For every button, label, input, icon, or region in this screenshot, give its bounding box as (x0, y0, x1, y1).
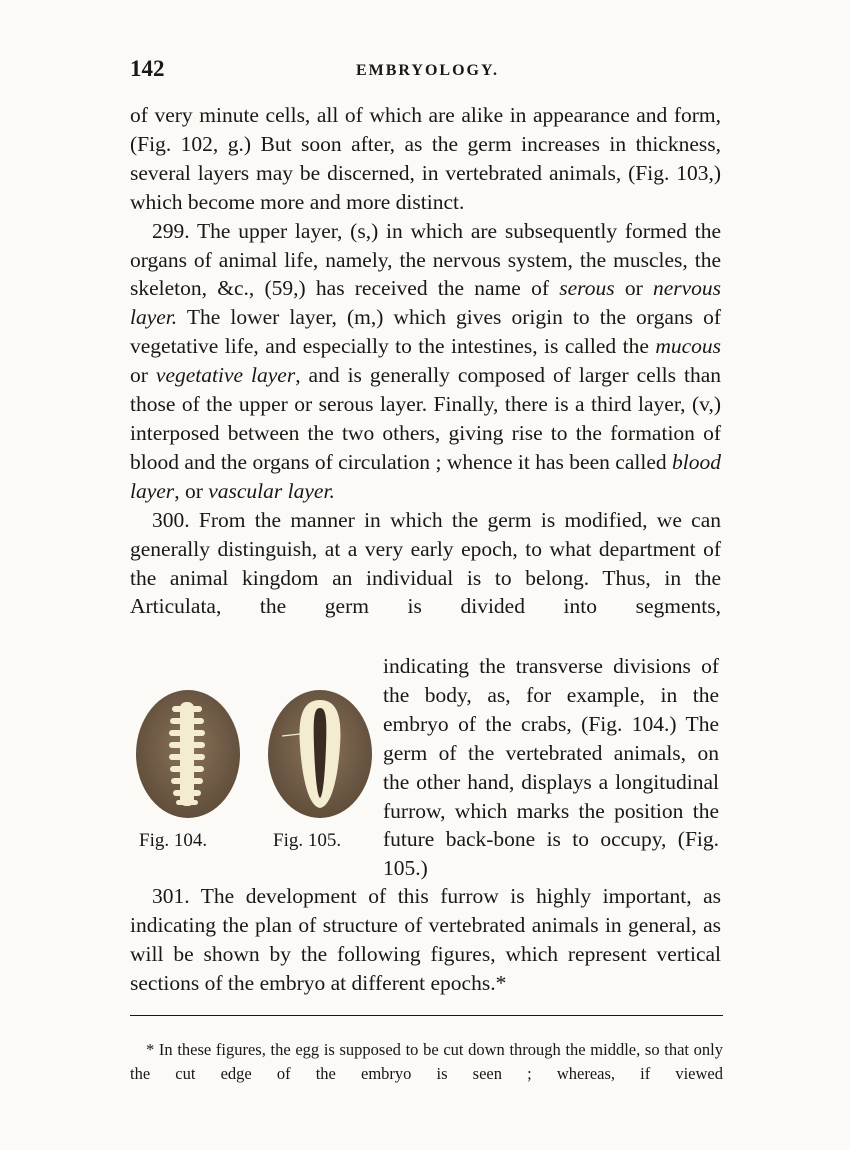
text-run: The lower layer, (m,) which gives origin to the organs of vegetative life, and especially to the intestines, is called the (130, 305, 721, 359)
running-head: EMBRYOLOGY. (355, 62, 500, 79)
paragraph-number: 301. (152, 884, 190, 908)
italic-term: blood layer (130, 449, 722, 503)
footnote-rule (130, 1015, 723, 1016)
figure-105 (266, 688, 374, 820)
lower-text-block (130, 882, 721, 998)
paragraph-300-start (130, 506, 721, 622)
paragraph-299 (130, 217, 721, 506)
furrowed-germ-icon (266, 688, 374, 820)
text-run: The upper layer, (s,) in which are subsequently formed the organs of animal life, namely, the nervous system, the muscles, the skeleton, &c., (59,) has received the name of (130, 218, 721, 301)
text-run: or (624, 276, 643, 301)
figure-104-caption: Fig. 104. (139, 830, 208, 851)
italic-term: serous (559, 276, 615, 301)
footnote-text: * In these figures, the egg is supposed to be cut down through the middle, so that only the cut edge of the embryo is seen ; whereas, if viewed (130, 1040, 723, 1083)
text-run: The development of this furrow is highly important, as indicating the plan of structure of vertebrated animals in general, as will be shown by the following figures, which represent vertical sections of the embryo at different epochs.* (130, 884, 721, 995)
paragraph-298-continued: of very minute cells, all of which are alike in appearance and form, (Fig. 102, g.) But soon after, as the germ increases in thickness, several layers may be discerned, in vertebrated animals, (Fig. 103,) which become more and more distinct. (130, 103, 721, 214)
text-run: , or (174, 478, 203, 503)
page-header (130, 56, 725, 86)
paragraph-300-wrapped (383, 652, 719, 883)
upper-text-block (130, 101, 721, 621)
segmented-germ-icon (134, 688, 242, 820)
page-number: 142 (130, 56, 165, 81)
italic-term: mucous (655, 334, 722, 359)
paragraph-301 (130, 882, 721, 998)
paragraph-number: 299. (152, 218, 190, 243)
text-run: From the manner in which the germ is modified, we can generally distinguish, at a very early epoch, to what department of the animal kingdom an individual is to belong. Thus, in the Articulata, the germ is divided into segments, (130, 507, 721, 619)
text-run: , and is generally composed of larger cells than those of the upper or serous layer. Finally, there is a third layer, (v,) interposed between the two others, giving rise to the formation of blood and the organs of circulation ; whence it has been called (130, 363, 722, 474)
italic-term: vascular layer. (208, 478, 335, 503)
footnote (130, 1038, 723, 1085)
text-run: or (130, 363, 148, 388)
figure-104 (134, 688, 242, 820)
italic-term: vegetative layer (155, 363, 296, 388)
text-run: indicating the transverse divisions of the body, as, for example, in the embryo of the crabs, (Fig. 104.) The germ of the vertebrated animals, on the other hand, displays a longitudinal furrow, which marks the position the future back-bone is to occupy, (Fig. 105.) (383, 654, 719, 881)
paragraph-number: 300. (152, 507, 190, 532)
italic-term: nervous layer. (130, 276, 722, 330)
figure-105-caption: Fig. 105. (273, 830, 342, 851)
